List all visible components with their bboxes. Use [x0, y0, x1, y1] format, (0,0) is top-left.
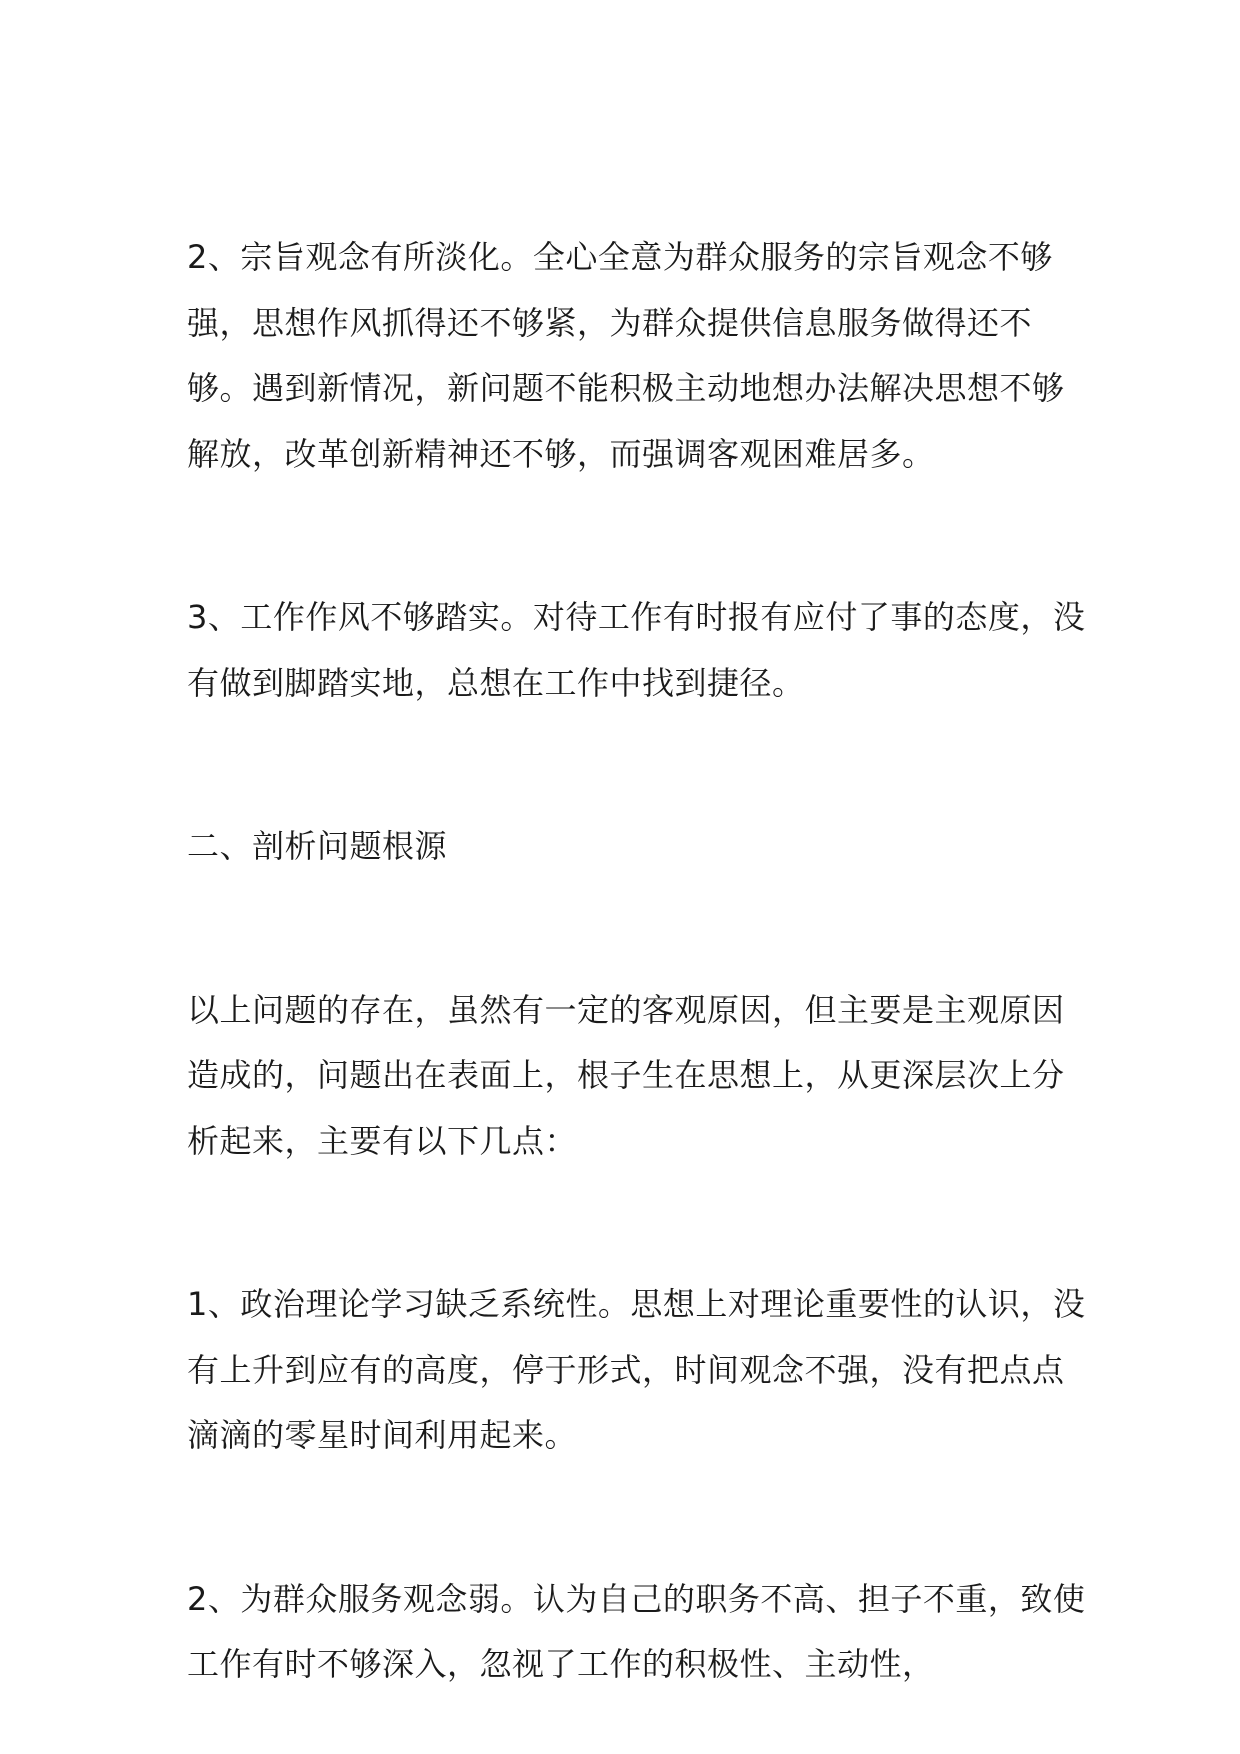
paragraph-cause-2-service-awareness: 2、为群众服务观念弱。认为自己的职务不高、担子不重，致使工作有时不够深入，忽视了工作的积极性、主动性， — [187, 1579, 1086, 1683]
paragraph-root-cause-intro: 以上问题的存在，虽然有一定的客观原因，但主要是主观原因造成的，问题出在表面上，根子生在思想上，从更深层次上分析起来，主要有以下几点： — [187, 990, 1065, 1160]
document-body — [187, 225, 1092, 1698]
section-heading-root-cause: 二、剖析问题根源 — [187, 827, 448, 865]
paragraph-item-3-work-style: 3、工作作风不够踏实。对待工作有时报有应付了事的态度，没有做到脚踏实地，总想在工作中找到捷径。 — [187, 598, 1086, 702]
paragraph-cause-1-theory-study: 1、政治理论学习缺乏系统性。思想上对理论重要性的认识，没有上升到应有的高度，停于形式，时间观念不强，没有把点点滴滴的零星时间利用起来。 — [187, 1285, 1086, 1454]
paragraph-item-2-purpose: 2、宗旨观念有所淡化。全心全意为群众服务的宗旨观念不够强，思想作风抓得还不够紧，为群众提供信息服务做得还不够。遇到新情况，新问题不能积极主动地想办法解决思想不够解放，改革创新精神还不够，而强调客观困难居多。 — [187, 238, 1065, 473]
